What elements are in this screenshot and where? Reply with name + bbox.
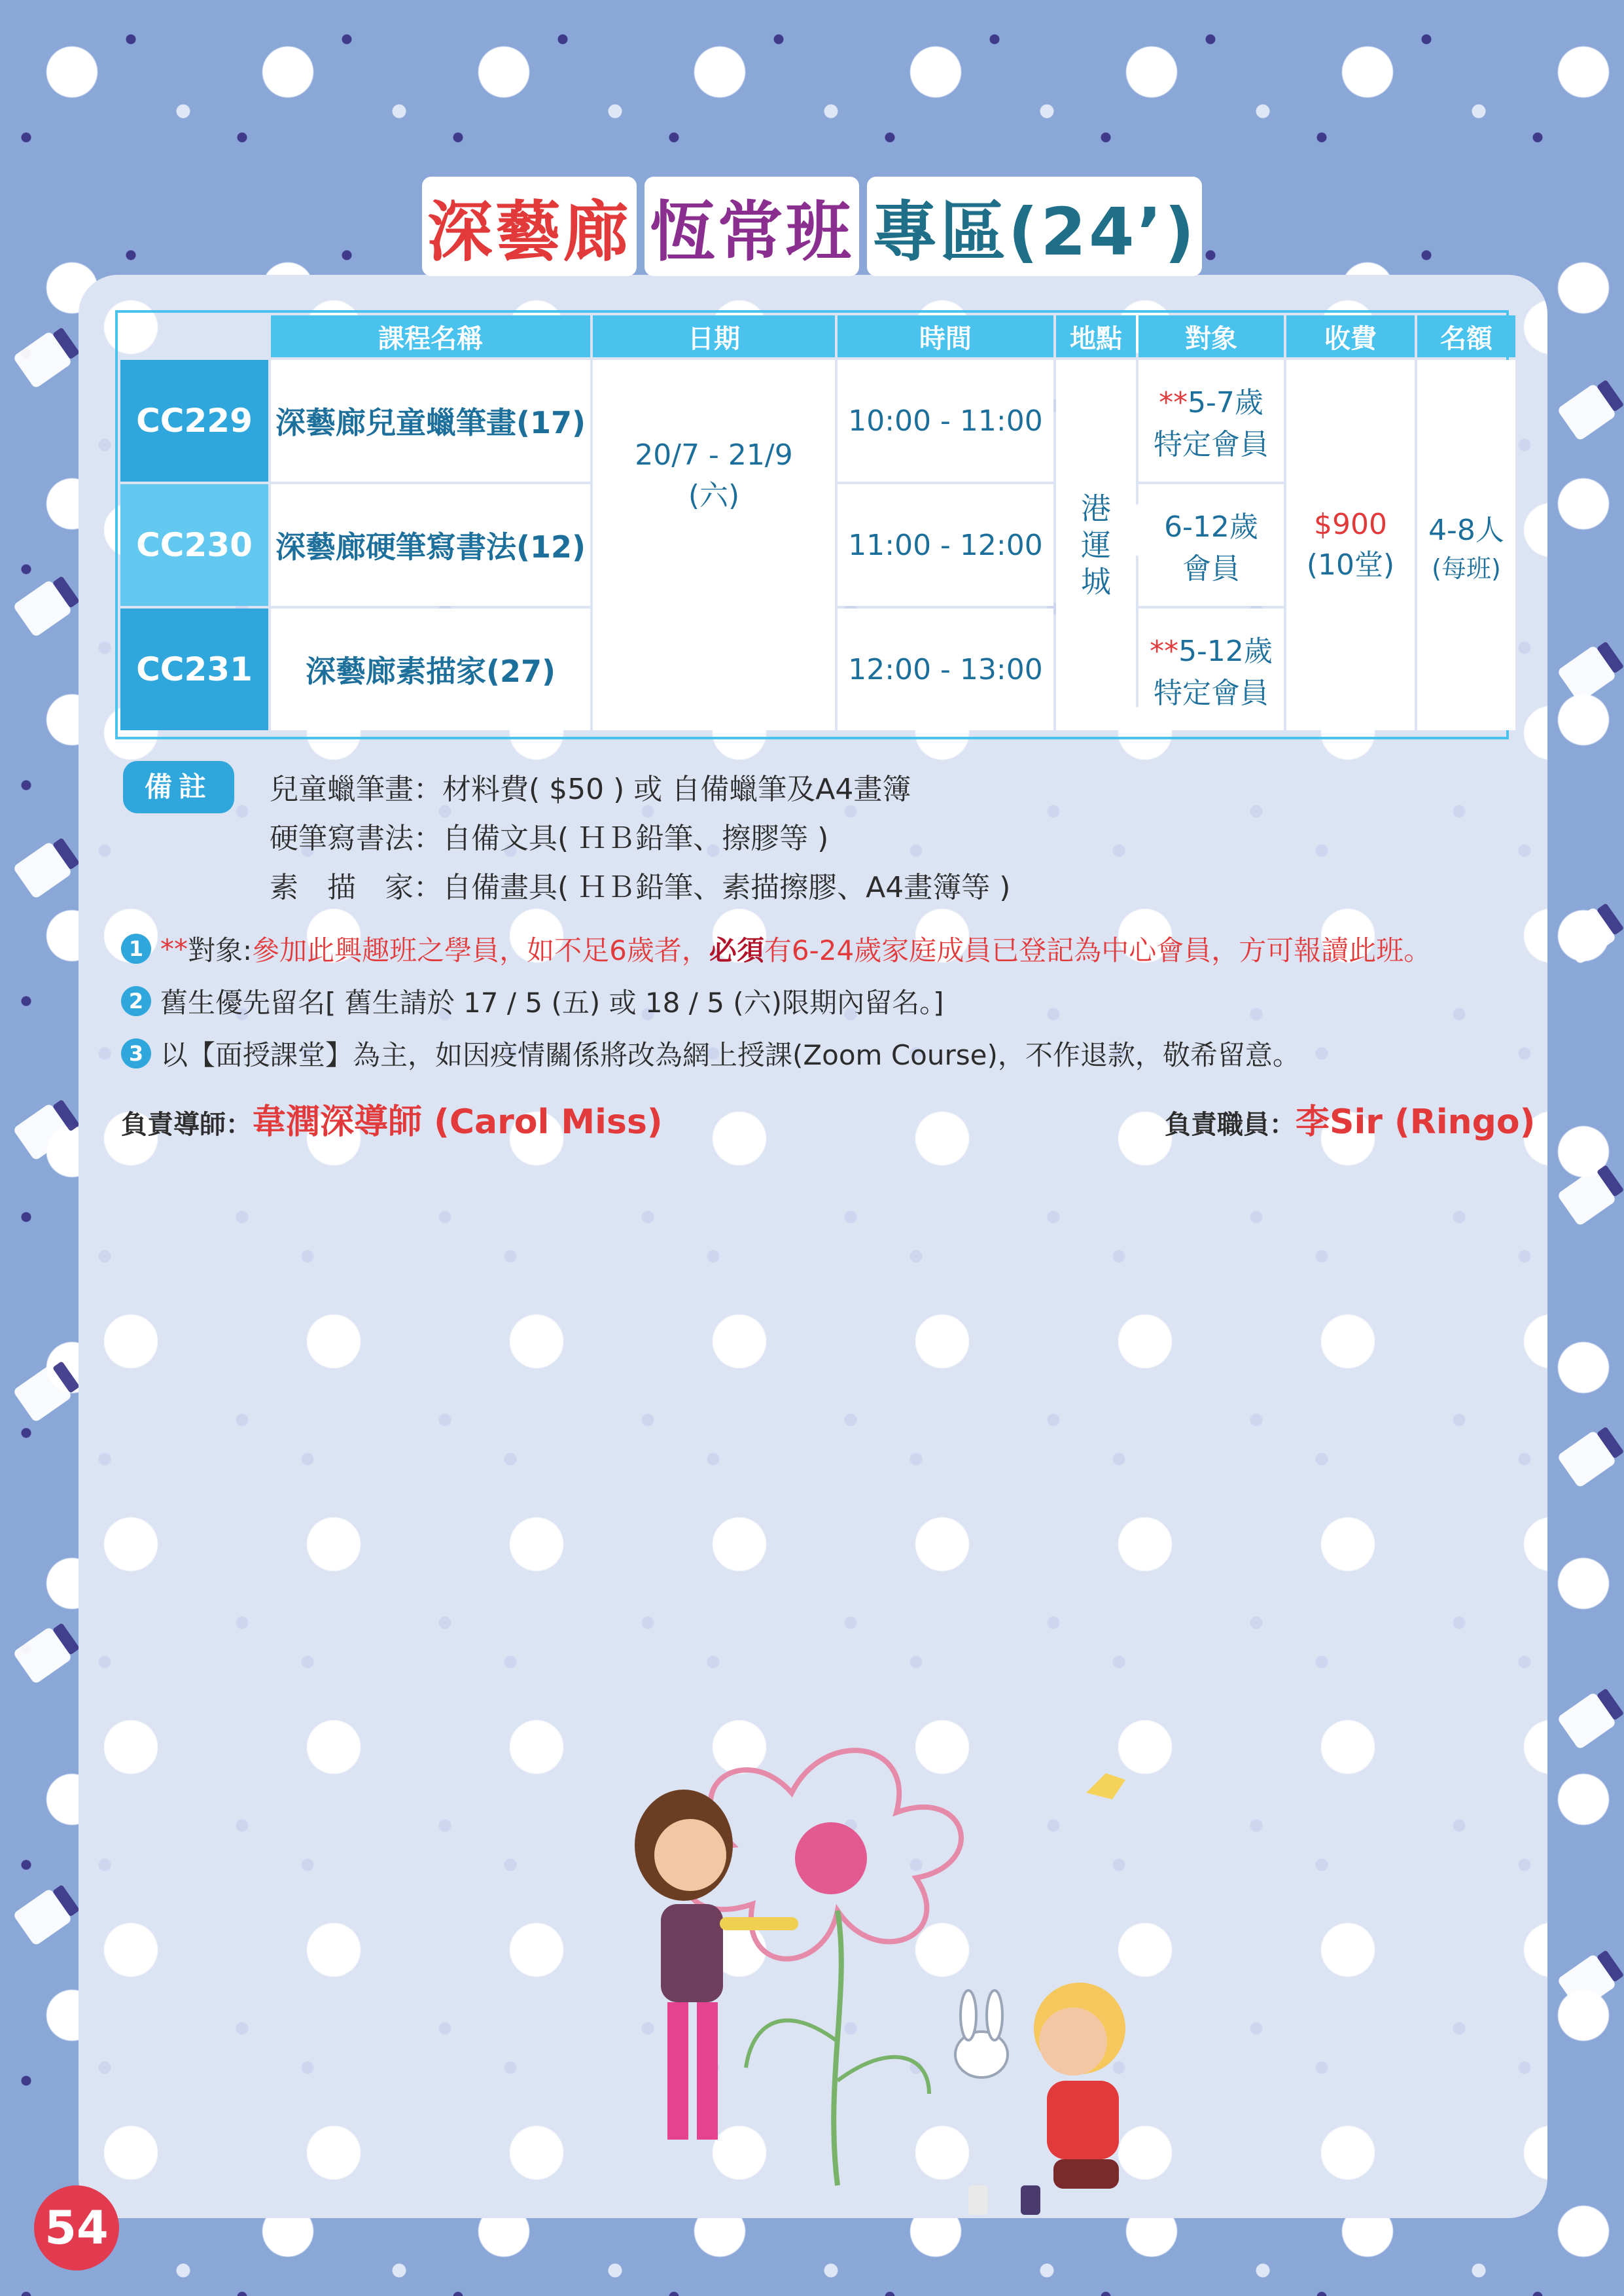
pencil-decoration [1557, 1430, 1617, 1488]
pencil-decoration [12, 330, 73, 389]
page-title [0, 177, 1624, 276]
pencil-decoration [12, 841, 73, 899]
pencil-decoration [12, 579, 73, 637]
header-target: 對象 [1139, 315, 1284, 357]
date-range: 20/7 - 21/9 [635, 438, 793, 472]
note-label: 對象: [188, 934, 253, 966]
location-text: 港運城 [1081, 491, 1111, 599]
table-row [120, 360, 1515, 482]
note-asterisk: ** [160, 932, 188, 965]
target-mark: ** [1150, 635, 1179, 668]
note-number: 2 [121, 986, 151, 1016]
header-location: 地點 [1056, 315, 1136, 357]
target-age: 5-12歲 [1178, 635, 1273, 668]
pencil-decoration [12, 1888, 73, 1946]
header-time: 時間 [838, 315, 1053, 357]
quota-unit: (每班) [1432, 554, 1501, 583]
course-code: CC231 [120, 609, 268, 730]
quota-count: 4-8人 [1428, 513, 1504, 547]
time-cell: 12:00 - 13:00 [838, 609, 1053, 730]
pencil-decoration [12, 1364, 73, 1422]
course-code: CC230 [120, 484, 268, 606]
title-part-2: 恆常班 [644, 177, 859, 276]
target-cell [1139, 484, 1284, 606]
pencil-decoration [1557, 383, 1617, 441]
target-age: 5-7歲 [1188, 386, 1263, 419]
pencil-decoration [12, 1103, 73, 1161]
pencil-decoration [1557, 906, 1617, 964]
flower-stem [834, 1911, 841, 2185]
header-fee: 收費 [1286, 315, 1415, 357]
remarks-badge: 備註 [123, 761, 234, 813]
note-number: 1 [121, 934, 151, 964]
time-cell: 11:00 - 12:00 [838, 484, 1053, 606]
tutor-label: 負責導師： [121, 1110, 252, 1140]
fee-sessions: (10堂) [1306, 548, 1395, 582]
note-2 [121, 981, 944, 1021]
tutor-name: 韋潤深導師 (Carol Miss) [252, 1103, 663, 1142]
target-type: 會員 [1182, 552, 1240, 586]
butterfly-icon [1086, 1773, 1125, 1799]
title-part-3: 專區(24’) [867, 177, 1203, 276]
pencil-decoration [1557, 1168, 1617, 1226]
note-3 [121, 1034, 1300, 1073]
note-text-end: 有6-24歲家庭成員已登記為中心會員，方可報讀此班。 [764, 934, 1432, 966]
pencil-decoration [1557, 1953, 1617, 2011]
course-name: 深藝廊素描家(27) [271, 609, 590, 730]
location-cell [1056, 360, 1136, 730]
girl-figure [635, 1790, 798, 2140]
note-number: 3 [121, 1038, 151, 1069]
pencil-decoration [1557, 645, 1617, 703]
title-part-1: 深藝廊 [422, 177, 637, 276]
paint-jar-icon [968, 2185, 988, 2215]
fee-amount: $900 [1314, 507, 1387, 541]
bunny-drawing [955, 1990, 1008, 2077]
course-code: CC229 [120, 360, 268, 482]
code-header [120, 315, 268, 357]
boy-figure [1034, 1983, 1125, 2189]
note-text: 參加此興趣班之學員，如不足6歲者， [252, 934, 709, 966]
date-weekday: (六) [688, 479, 740, 512]
note-text: 舊生優先留名[ 舊生請於 17 / 5 (五) 或 18 / 5 (六)限期內留名。] [160, 987, 944, 1019]
time-cell: 10:00 - 11:00 [838, 360, 1053, 482]
date-cell [593, 360, 835, 730]
remark-line-1: 兒童蠟筆畫：材料費( $50 ) 或 自備蠟筆及A4畫簿 [270, 773, 911, 806]
header-quota: 名額 [1417, 315, 1515, 357]
note-emphasis: 必須 [709, 934, 764, 966]
flower-center [795, 1822, 867, 1894]
officer-label: 負責職員： [1165, 1110, 1296, 1140]
table-header-row [120, 315, 1515, 357]
tutor-info [121, 1094, 663, 1143]
children-painting-illustration [576, 1714, 1230, 2225]
target-mark: ** [1159, 386, 1188, 419]
fee-cell [1286, 360, 1415, 730]
target-cell [1139, 360, 1284, 482]
course-name: 深藝廊兒童蠟筆畫(17) [271, 360, 590, 482]
target-type: 特定會員 [1154, 428, 1269, 461]
paint-jar-icon [1021, 2185, 1040, 2215]
header-course-name: 課程名稱 [271, 315, 590, 357]
note-text: 以【面授課堂】為主，如因疫情關係將改為網上授課(Zoom Course)，不作退款，敬希留意。 [160, 1039, 1300, 1071]
pencil-decoration [1557, 1691, 1617, 1750]
officer-info [1165, 1094, 1535, 1143]
header-date: 日期 [593, 315, 835, 357]
officer-name: 李Sir (Ringo) [1296, 1103, 1536, 1142]
quota-cell [1417, 360, 1515, 730]
pencil-decoration [12, 1626, 73, 1684]
target-cell [1139, 609, 1284, 730]
remark-line-2: 硬筆寫書法：自備文具( ＨＢ鉛筆、擦膠等 ) [270, 822, 829, 855]
target-age: 6-12歲 [1164, 510, 1258, 544]
target-type: 特定會員 [1154, 677, 1269, 710]
course-table [118, 313, 1518, 733]
course-name: 深藝廊硬筆寫書法(12) [271, 484, 590, 606]
page-number: 54 [34, 2185, 119, 2270]
note-1 [121, 929, 1431, 968]
remark-line-3: 素 描 家：自備畫具( ＨＢ鉛筆、素描擦膠、A4畫簿等 ) [270, 871, 1011, 904]
